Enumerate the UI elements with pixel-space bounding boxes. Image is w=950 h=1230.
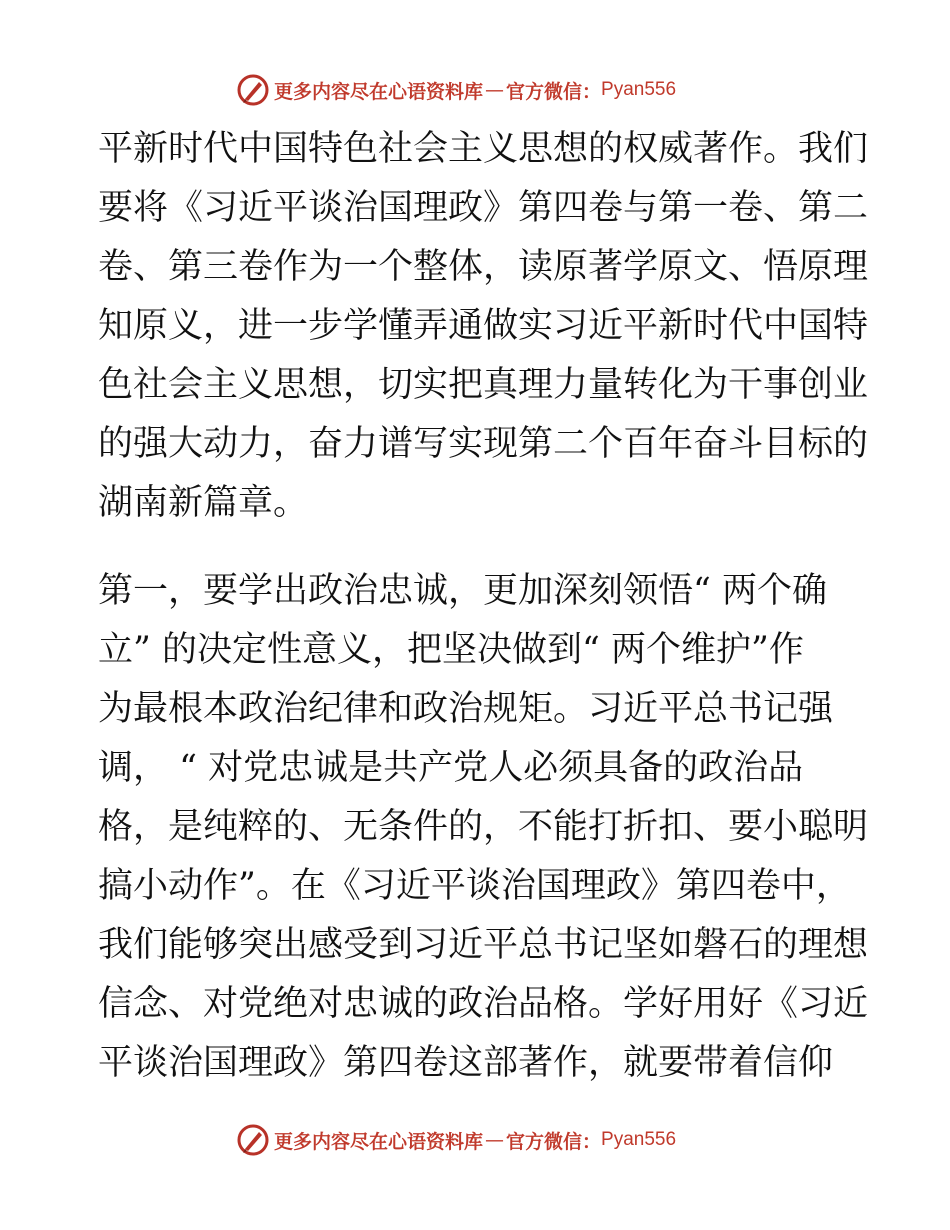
watermark-brand: 更多内容尽在心语资料库 [274, 80, 484, 103]
watermark-wechat-id: Pyan556 [601, 79, 677, 100]
watermark-dash: — [485, 1129, 505, 1151]
text-line: 卷、第三卷作为一个整体，读原著学原文、悟原理 [98, 247, 869, 287]
text-line: 要将《习近平谈治国理政》第四卷与第一卷、第二 [98, 188, 869, 228]
text-line: 为最根本政治纪律和政治规矩。习近平总书记强 [98, 689, 834, 729]
text-line: 平新时代中国特色社会主义思想的权威著作。我们 [98, 129, 869, 169]
paragraph [98, 562, 869, 1093]
quill-logo-icon [236, 1123, 270, 1157]
watermark-wechat-label: 官方微信： [506, 80, 602, 103]
text-line: 立” 的决定性意义，把坚决做到“ 两个维护”作 [98, 630, 804, 670]
text-line: 我们能够突出感受到习近平总书记坚如磐石的理想 [98, 925, 869, 965]
text-line: 格，是纯粹的、无条件的，不能打折扣、要小聪明 [98, 807, 869, 847]
text-line: 知原义，进一步学懂弄通做实习近平新时代中国特 [98, 306, 869, 346]
watermark-dash: — [485, 79, 505, 101]
text-line: 搞小动作”。在《习近平谈治国理政》第四卷中， [98, 866, 851, 906]
watermark-footer [236, 1122, 676, 1158]
text-line: 调， “ 对党忠诚是共产党人必须具备的政治品 [98, 748, 804, 788]
document-body [98, 120, 869, 1093]
watermark-wechat-label: 官方微信： [506, 1130, 602, 1153]
watermark-header [236, 72, 676, 108]
watermark-brand: 更多内容尽在心语资料库 [274, 1130, 484, 1153]
watermark-wechat-id: Pyan556 [601, 1129, 677, 1150]
text-line: 色社会主义思想，切实把真理力量转化为干事创业 [98, 365, 869, 405]
text-line: 的强大动力，奋力谱写实现第二个百年奋斗目标的 [98, 424, 869, 464]
paragraph-spacer [98, 533, 858, 562]
paragraph [98, 120, 869, 533]
quill-logo-icon [236, 73, 270, 107]
text-line: 信念、对党绝对忠诚的政治品格。学好用好《习近 [98, 984, 869, 1024]
text-line: 平谈治国理政》第四卷这部著作，就要带着信仰 [98, 1043, 834, 1083]
text-line: 湖南新篇章。 [98, 483, 309, 523]
text-line: 第一，要学出政治忠诚，更加深刻领悟“ 两个确 [98, 571, 828, 611]
